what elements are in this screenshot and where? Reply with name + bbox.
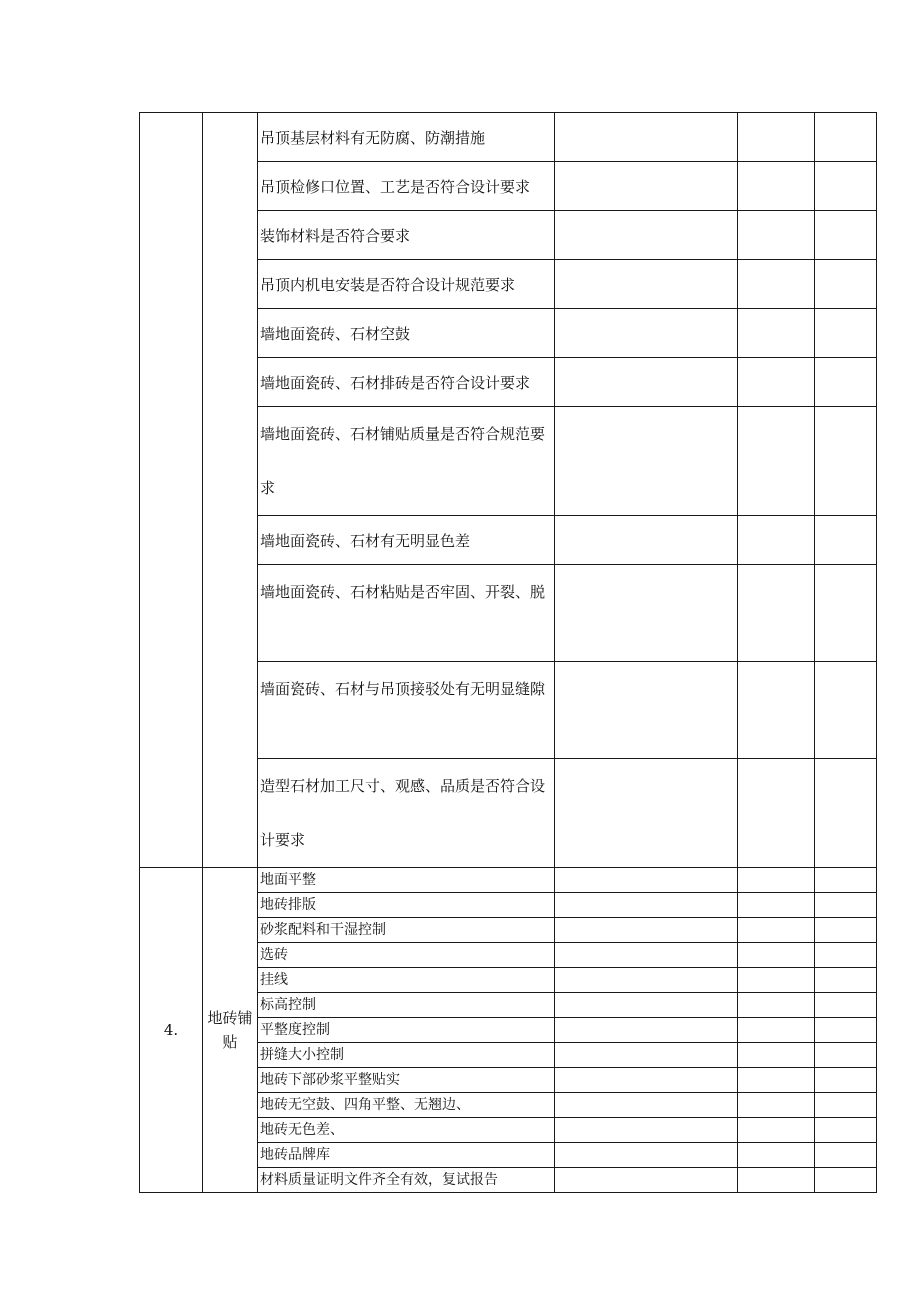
result-cell bbox=[555, 968, 738, 993]
remark-cell bbox=[738, 309, 815, 358]
check-item: 材料质量证明文件齐全有效，复试报告 bbox=[258, 1168, 555, 1193]
check-item: 吊顶基层材料有无防腐、防潮措施 bbox=[258, 113, 555, 162]
sign-cell bbox=[815, 759, 877, 868]
result-cell bbox=[555, 1118, 738, 1143]
result-cell bbox=[555, 893, 738, 918]
sign-cell bbox=[815, 943, 877, 968]
remark-cell bbox=[738, 662, 815, 759]
sign-cell bbox=[815, 407, 877, 516]
remark-cell bbox=[738, 1043, 815, 1068]
check-item: 地砖下部砂浆平整贴实 bbox=[258, 1068, 555, 1093]
result-cell bbox=[555, 1143, 738, 1168]
result-cell bbox=[555, 1168, 738, 1193]
check-item: 地砖品牌库 bbox=[258, 1143, 555, 1168]
remark-cell bbox=[738, 968, 815, 993]
result-cell bbox=[555, 162, 738, 211]
result-cell bbox=[555, 1043, 738, 1068]
sign-cell bbox=[815, 1118, 877, 1143]
check-item: 拼缝大小控制 bbox=[258, 1043, 555, 1068]
check-item: 墙地面瓷砖、石材空鼓 bbox=[258, 309, 555, 358]
sign-cell bbox=[815, 1168, 877, 1193]
sign-cell bbox=[815, 565, 877, 662]
sign-cell bbox=[815, 868, 877, 893]
check-item: 墙地面瓷砖、石材粘贴是否牢固、开裂、脱 bbox=[258, 565, 555, 662]
result-cell bbox=[555, 868, 738, 893]
result-cell bbox=[555, 918, 738, 943]
sign-cell bbox=[815, 1143, 877, 1168]
check-item: 墙地面瓷砖、石材排砖是否符合设计要求 bbox=[258, 358, 555, 407]
result-cell bbox=[555, 113, 738, 162]
result-cell bbox=[555, 309, 738, 358]
check-item: 吊顶检修口位置、工艺是否符合设计要求 bbox=[258, 162, 555, 211]
result-cell bbox=[555, 358, 738, 407]
remark-cell bbox=[738, 407, 815, 516]
sign-cell bbox=[815, 1018, 877, 1043]
check-item: 地砖无空鼓、四角平整、无翘边、 bbox=[258, 1093, 555, 1118]
sign-cell bbox=[815, 211, 877, 260]
sign-cell bbox=[815, 893, 877, 918]
result-cell bbox=[555, 407, 738, 516]
check-item: 标高控制 bbox=[258, 993, 555, 1018]
result-cell bbox=[555, 565, 738, 662]
sign-cell bbox=[815, 1093, 877, 1118]
number-cell-empty bbox=[140, 113, 203, 868]
remark-cell bbox=[738, 918, 815, 943]
check-item: 砂浆配料和干湿控制 bbox=[258, 918, 555, 943]
result-cell bbox=[555, 1068, 738, 1093]
sign-cell bbox=[815, 516, 877, 565]
sign-cell bbox=[815, 113, 877, 162]
remark-cell bbox=[738, 260, 815, 309]
result-cell bbox=[555, 260, 738, 309]
sign-cell bbox=[815, 993, 877, 1018]
remark-cell bbox=[738, 1018, 815, 1043]
check-item: 地面平整 bbox=[258, 868, 555, 893]
remark-cell bbox=[738, 211, 815, 260]
remark-cell bbox=[738, 993, 815, 1018]
check-item: 挂线 bbox=[258, 968, 555, 993]
category-cell-empty bbox=[203, 113, 258, 868]
sign-cell bbox=[815, 162, 877, 211]
sign-cell bbox=[815, 918, 877, 943]
remark-cell bbox=[738, 358, 815, 407]
check-item: 墙地面瓷砖、石材铺贴质量是否符合规范要求 bbox=[258, 407, 555, 516]
sign-cell bbox=[815, 1068, 877, 1093]
remark-cell bbox=[738, 1093, 815, 1118]
check-item: 装饰材料是否符合要求 bbox=[258, 211, 555, 260]
result-cell bbox=[555, 516, 738, 565]
result-cell bbox=[555, 1093, 738, 1118]
table-body bbox=[140, 113, 877, 1193]
remark-cell bbox=[738, 1118, 815, 1143]
check-item: 平整度控制 bbox=[258, 1018, 555, 1043]
section-category: 地砖铺贴 bbox=[203, 868, 258, 1193]
remark-cell bbox=[738, 943, 815, 968]
check-item: 选砖 bbox=[258, 943, 555, 968]
sign-cell bbox=[815, 260, 877, 309]
remark-cell bbox=[738, 565, 815, 662]
result-cell bbox=[555, 759, 738, 868]
remark-cell bbox=[738, 893, 815, 918]
section-number: 4. bbox=[140, 868, 203, 1193]
remark-cell bbox=[738, 868, 815, 893]
check-item: 墙面瓷砖、石材与吊顶接驳处有无明显缝隙 bbox=[258, 662, 555, 759]
remark-cell bbox=[738, 1143, 815, 1168]
result-cell bbox=[555, 211, 738, 260]
check-item: 造型石材加工尺寸、观感、品质是否符合设计要求 bbox=[258, 759, 555, 868]
result-cell bbox=[555, 943, 738, 968]
remark-cell bbox=[738, 516, 815, 565]
table-row bbox=[140, 113, 877, 162]
sign-cell bbox=[815, 968, 877, 993]
check-item: 地砖排版 bbox=[258, 893, 555, 918]
result-cell bbox=[555, 662, 738, 759]
remark-cell bbox=[738, 759, 815, 868]
inspection-table bbox=[139, 112, 877, 1193]
remark-cell bbox=[738, 162, 815, 211]
check-item: 墙地面瓷砖、石材有无明显色差 bbox=[258, 516, 555, 565]
table-row bbox=[140, 868, 877, 893]
remark-cell bbox=[738, 1168, 815, 1193]
remark-cell bbox=[738, 113, 815, 162]
result-cell bbox=[555, 993, 738, 1018]
remark-cell bbox=[738, 1068, 815, 1093]
result-cell bbox=[555, 1018, 738, 1043]
check-item: 吊顶内机电安装是否符合设计规范要求 bbox=[258, 260, 555, 309]
sign-cell bbox=[815, 662, 877, 759]
sign-cell bbox=[815, 358, 877, 407]
sign-cell bbox=[815, 309, 877, 358]
check-item: 地砖无色差、 bbox=[258, 1118, 555, 1143]
sign-cell bbox=[815, 1043, 877, 1068]
